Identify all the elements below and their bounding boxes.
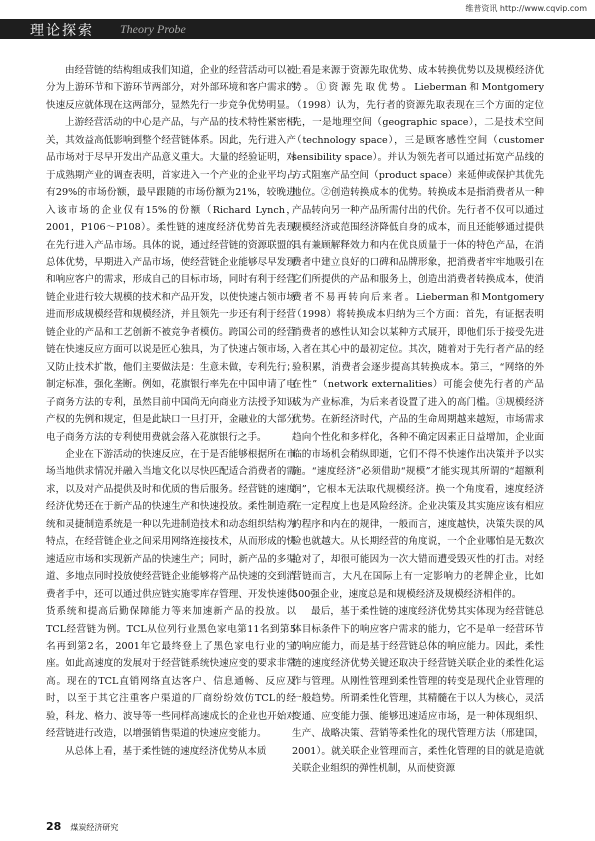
paragraph: 企业在下游活动的快速反应，在于是否能够根据所在市场当地供求情况并融入当地文化以尽快匹配适合消费者的需求，以及对产品提供及时和优质的售后服务。经营链的速度经济优势还在于新产品的快速生产和快速投放。柔性制造系统和灵捷制造系统是一种以先进制造技术和动态组织结构为特点，在经营链企业之间采用网络连接技术，从而形成的快速适应市场和实现新产品的快速生产；同时，新产品的多渠道、多地点同时投放使经营链企业能够将产品快速的交到消费者手中，还可以通过供应链实施零库存管理、开发快速供货系统和提高后勤保障能力等来加速新产品的投放。以TCL经营链为例。TCL从位列行业黑色家电第11名到第5名再到第2名，2001年它最终登上了黑色家电行业的宝座。如此高速度的发展对于经营链系统快速应变的要求非常高。现在的TCL直销网络直达客户、信息通畅、反应及时，以至于其它注重客户渠道的厂商纷纷效仿TCL的经验，科龙、格力、波导等一些同样高速成长的企业也开始对经营链进行改造，以增强销售渠道的快速应变能力。 xyxy=(46,448,296,740)
left-column xyxy=(46,62,296,798)
paragraph: 由经营链的结构组成我们知道，企业的经营活动可以被分为上游环节和下游环节两部分，对外部环境和客户需求的快速反应就体现在这两部分，显然先行一步竞争优势明显。 xyxy=(46,65,296,111)
section-subtitle: Theory Probe xyxy=(120,22,186,36)
right-column xyxy=(292,62,544,798)
page-footer xyxy=(46,815,118,834)
page-number: 28 xyxy=(46,820,62,833)
paragraph: 上游经营活动的中心是产品，与产品的技术特性紧密相关，其效益高低影响到整个经营链体系。因此，先行进入产品市场对于尽早开发出产品意义重大。大量的经验证明，对于成熟期产业的调查表明，首家进入一个产业的企业平均占有29%的市场份额，最早跟随的市场份额为21%，较晚进入该市场的企业仅有15%的份额（Richard Lynch，2001，P106～P108）。柔性链的速度经济优势首先表现在先行进入产品市场。具体的说，通过经营链的资源联盟的总体优势，早期进入产品市场，使经营链企业能够尽早发现和响应客户的需求，形成自己的目标市场，同时有利于经营链企业进行较大规模的技术和产品开发，以使快速占领市场进而形成规模经营和规模经济，并且领先一步还有利于经营链企业的产品和工艺创新不被竞争者模仿。跨国公司的经营链在快速反应方面可以说是匠心独具，为了快速占领市场，又防止技术扩散，他们主要做法是：生意未做，专利先行；制定标准，强化垄断。例如，花旗银行率先在中国申请了电子商务方法的专利，虽然目前中国尚无向商业方法授予知识产权的先例和规定，但是此缺口一旦打开，金融业的大部分电子商务方法的专利使用费就会落入花旗银行之手。 xyxy=(46,117,296,443)
journal-name: 煤炭经济研究 xyxy=(70,823,119,832)
paragraph: 从总体上看，基于柔性链的速度经济优势从本质 xyxy=(65,745,267,757)
section-header-bar xyxy=(0,19,595,39)
paragraph: 上看是来源于资源先取优势、成本转换优势以及规模经济优势。①资源先取优势。Lieberman和Montgomery（1998）认为，先行者的资源先取表现在三个方面的定位先，一是地理空间（geographic space），二是技术空间（technology space），三是顾客感性空间（customer sensibility space）。并认为领先者可以通过拓宽产品线的方式阻塞产品空间（product space）来延伸或保护其优先地位。②创造转换成本的优势。转换成本是指消费者从一种产品转向另一种产品所需付出的代价。先行者不仅可以通过规模经济或范围经济降低自身的成本，而且还能够通过提供具有兼顾解释效力和内在优良质量于一体的特色产品，在消费者中建立良好的口碑和品牌形象，把消费者牢牢地吸引在它们所提供的产品和服务上，创造出消费者转换成本，使消费者不易再转向后来者。Lieberman和Montgomery（1998）将转换成本归纳为三个方面：首先，有证据表明消费者的感性认知会以某种方式展开，即他们乐于接受先进入者在其心中的最初定位。其次，随着对于先行者产品的经验积累，消费者会逐步提高其转换成本。第三，“网络的外在性”（network externalities）可能会使先行者的产品成为产业标准，为后来者设置了进入的高门槛。③规模经济优势。在新经济时代，产品的生命周期越来越短，市场需求趋向个性化和多样化，各种不确定因素正日益增加，企业面临的市场机会稍纵即逝，它们不得不快速作出决策并予以实施。“速度经济”必须借助“规模”才能实现其所谓的“超额利润”，它根本无法取代规模经济。换一个角度看，速度经济在一定程度上也是风险经济。企业决策及其实施应该有相应的程序和内在的规律，一般而言，速度越快，决策失误的风险也就越大。从长期经营的角度说，一个企业哪怕是无数次抢对了，却很可能因为一次大错而遭受毁灭性的打击。对经营链而言，大凡在国际上有一定影响力的老牌企业，比如500强企业，速度总是和规模经济及规模经济相伴的。 xyxy=(292,65,544,600)
watermark-text: 维普资讯 http://www.cqvip.com xyxy=(465,4,587,13)
paragraph: 最后，基于柔性链的速度经济优势其实体现为经营链总体目标条件下的响应客户需求的能力，它不是单一经营环节的响应能力，而是基于经营链总体的响应能力。因此，柔性链的速度经济优势关键还取决于经营链关联企业的柔性化运作与管理。从刚性管理到柔性管理的转变是现代企业管理的一般趋势。所谓柔性化管理，其精髓在于以人为核心，灵活变通、应变能力强、能够迅速适应市场，是一种体现组织、生产、战略决策、营销等柔性化的现代管理方法（邢建国，2001）。就关联企业管理而言，柔性化管理的目的就是造就关联企业组织的弹性机制，从而使资源 xyxy=(292,606,544,775)
section-title: 理论探索 xyxy=(30,23,94,39)
